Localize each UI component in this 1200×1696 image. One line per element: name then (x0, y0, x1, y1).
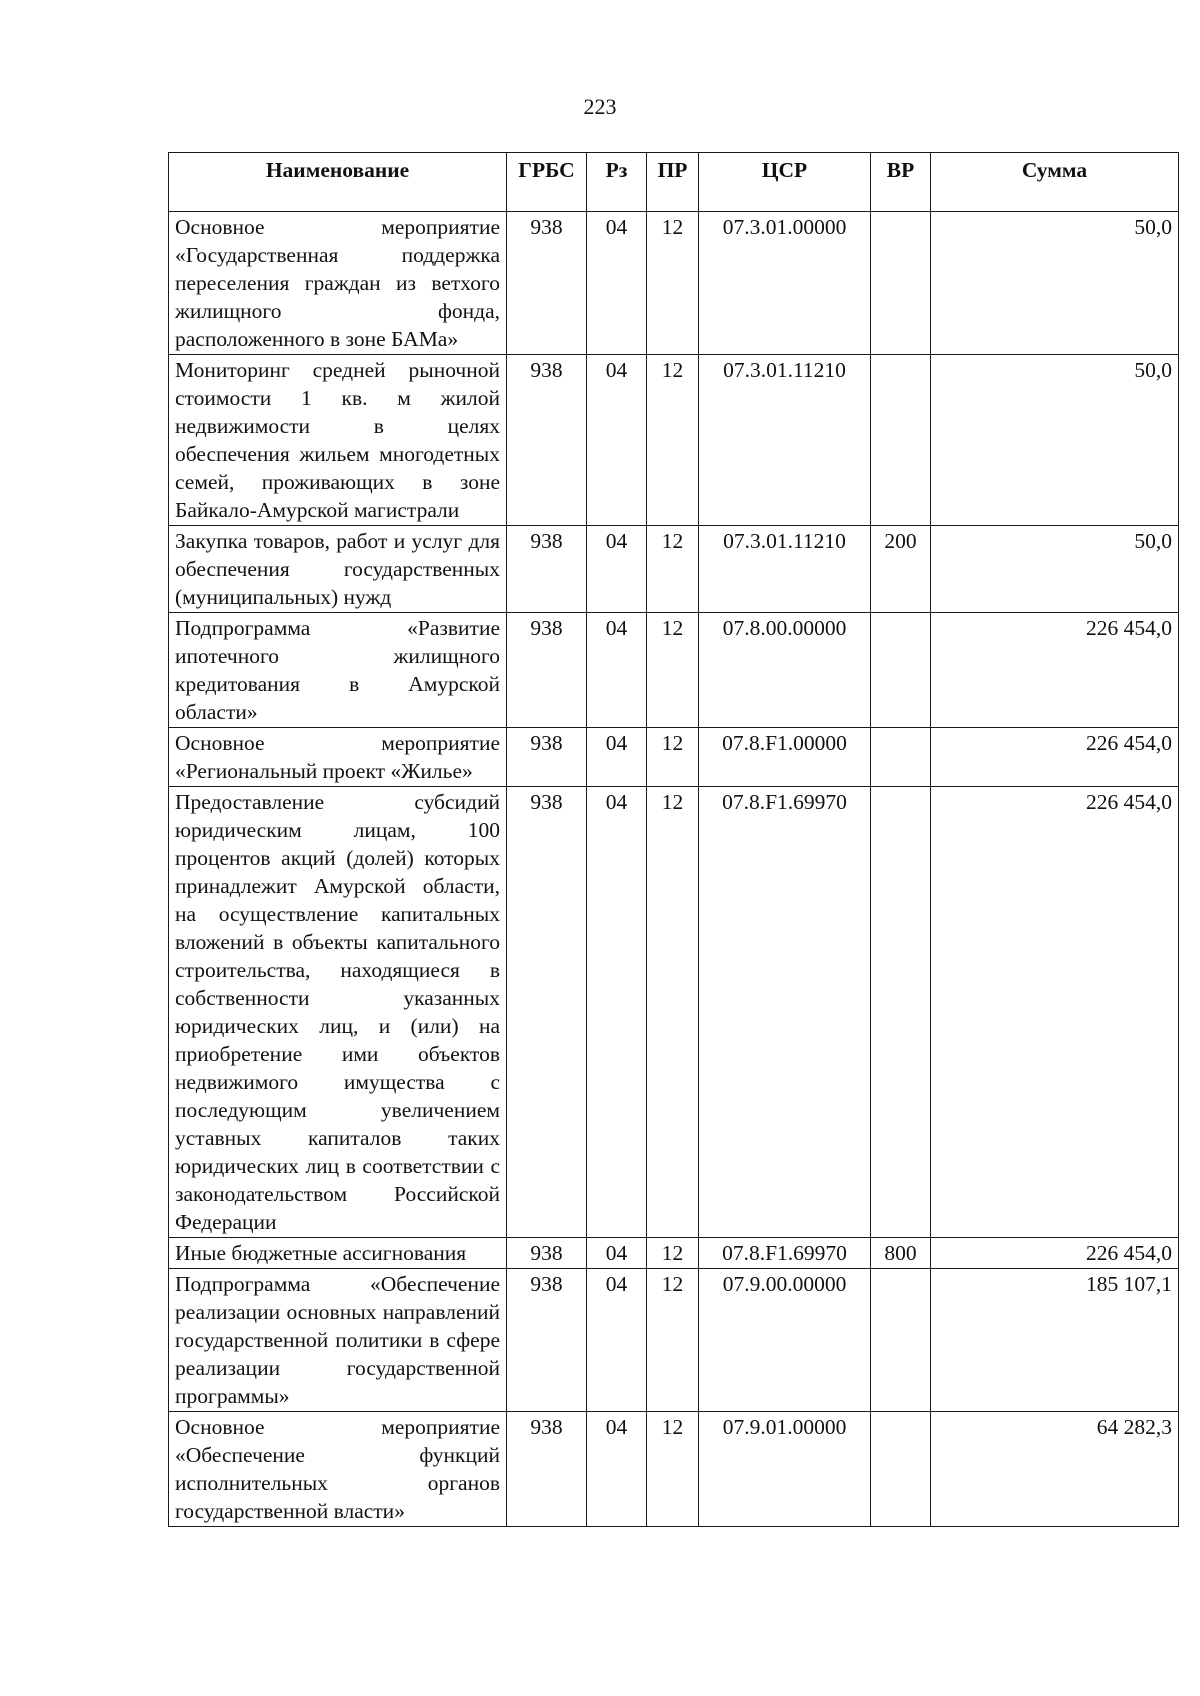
row-rz: 04 (587, 1412, 647, 1527)
row-sum: 226 454,0 (931, 728, 1179, 787)
table-row (169, 355, 1179, 526)
page-number: 223 (583, 94, 617, 119)
row-sum: 50,0 (931, 212, 1179, 355)
row-pr: 12 (647, 355, 699, 526)
row-vr (871, 728, 931, 787)
row-sum: 226 454,0 (931, 787, 1179, 1238)
row-vr (871, 355, 931, 526)
row-csr: 07.8.F1.00000 (699, 728, 871, 787)
row-csr: 07.3.01.11210 (699, 526, 871, 613)
row-vr (871, 613, 931, 728)
row-sum: 226 454,0 (931, 1238, 1179, 1269)
row-pr: 12 (647, 728, 699, 787)
row-vr: 200 (871, 526, 931, 613)
row-sum: 50,0 (931, 355, 1179, 526)
row-pr: 12 (647, 1269, 699, 1412)
budget-table (168, 152, 1179, 1527)
table-header-row (169, 153, 1179, 212)
table-row (169, 1269, 1179, 1412)
row-name: Основное мероприятие «Государственная поддержка переселения граждан из ветхого жилищного фонда, расположенного в зоне БАМа» (169, 212, 507, 355)
row-grbs: 938 (507, 526, 587, 613)
row-vr (871, 1412, 931, 1527)
row-rz: 04 (587, 613, 647, 728)
header-vr: ВР (871, 153, 931, 212)
row-rz: 04 (587, 1269, 647, 1412)
header-pr: ПР (647, 153, 699, 212)
row-pr: 12 (647, 613, 699, 728)
row-rz: 04 (587, 355, 647, 526)
row-name: Закупка товаров, работ и услуг для обеспечения государственных (муниципальных) нужд (169, 526, 507, 613)
row-grbs: 938 (507, 355, 587, 526)
row-vr (871, 787, 931, 1238)
row-sum: 50,0 (931, 526, 1179, 613)
row-grbs: 938 (507, 1269, 587, 1412)
row-pr: 12 (647, 1412, 699, 1527)
row-rz: 04 (587, 787, 647, 1238)
row-vr (871, 1269, 931, 1412)
row-csr: 07.9.00.00000 (699, 1269, 871, 1412)
row-grbs: 938 (507, 212, 587, 355)
table-row (169, 526, 1179, 613)
row-csr: 07.9.01.00000 (699, 1412, 871, 1527)
row-pr: 12 (647, 787, 699, 1238)
row-rz: 04 (587, 1238, 647, 1269)
row-grbs: 938 (507, 1412, 587, 1527)
header-grbs: ГРБС (507, 153, 587, 212)
row-sum: 185 107,1 (931, 1269, 1179, 1412)
row-csr: 07.8.F1.69970 (699, 1238, 871, 1269)
header-csr: ЦСР (699, 153, 871, 212)
row-grbs: 938 (507, 1238, 587, 1269)
table-row (169, 1412, 1179, 1527)
row-name: Основное мероприятие «Региональный проект «Жилье» (169, 728, 507, 787)
row-sum: 64 282,3 (931, 1412, 1179, 1527)
row-sum: 226 454,0 (931, 613, 1179, 728)
header-rz: Рз (587, 153, 647, 212)
row-grbs: 938 (507, 787, 587, 1238)
row-grbs: 938 (507, 728, 587, 787)
row-name: Основное мероприятие «Обеспечение функций исполнительных органов государственной власти» (169, 1412, 507, 1527)
row-rz: 04 (587, 212, 647, 355)
row-grbs: 938 (507, 613, 587, 728)
row-pr: 12 (647, 212, 699, 355)
table-row (169, 787, 1179, 1238)
row-csr: 07.3.01.11210 (699, 355, 871, 526)
table-row (169, 212, 1179, 355)
header-name: Наименование (169, 153, 507, 212)
row-pr: 12 (647, 526, 699, 613)
table-row (169, 1238, 1179, 1269)
row-rz: 04 (587, 526, 647, 613)
header-sum: Сумма (931, 153, 1179, 212)
row-name: Мониторинг средней рыночной стоимости 1 кв. м жилой недвижимости в целях обеспечения жильем многодетных семей, проживающих в зоне Байкало-Амурской магистрали (169, 355, 507, 526)
row-name: Предоставление субсидий юридическим лицам, 100 процентов акций (долей) которых принадлежит Амурской области, на осуществление капитальных вложений в объекты капитального строительства, находящиеся в собственности указанных юридических лиц, и (или) на приобретение ими объектов недвижимого имущества с последующим увеличением уставных капиталов таких юридических лиц в соответствии с законодательством Российской Федерации (169, 787, 507, 1238)
row-vr: 800 (871, 1238, 931, 1269)
row-pr: 12 (647, 1238, 699, 1269)
row-csr: 07.8.F1.69970 (699, 787, 871, 1238)
row-csr: 07.3.01.00000 (699, 212, 871, 355)
row-csr: 07.8.00.00000 (699, 613, 871, 728)
table-row (169, 728, 1179, 787)
row-name: Иные бюджетные ассигнования (169, 1238, 507, 1269)
row-rz: 04 (587, 728, 647, 787)
row-name: Подпрограмма «Обеспечение реализации основных направлений государственной политики в сфере реализации государственной программы» (169, 1269, 507, 1412)
row-vr (871, 212, 931, 355)
row-name: Подпрограмма «Развитие ипотечного жилищного кредитования в Амурской области» (169, 613, 507, 728)
table-row (169, 613, 1179, 728)
